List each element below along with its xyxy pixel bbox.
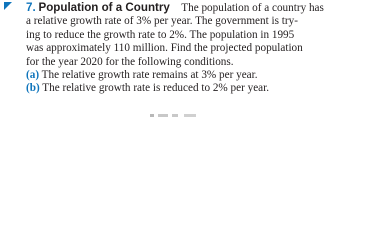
problem-text-line-5: for the year 2020 for the following conditions. — [26, 55, 234, 68]
part-b-text: The relative growth rate is reduced to 2% per year. — [42, 82, 270, 95]
exercise-problem — [11, 1, 381, 96]
problem-part-a — [11, 69, 381, 82]
problem-title: Population of a Country — [38, 1, 170, 14]
problem-part-b — [11, 82, 381, 95]
part-a-text: The relative growth rate remains at 3% per year. — [41, 69, 258, 82]
part-a-label: (a) — [26, 69, 40, 82]
part-b-label: (b) — [26, 82, 40, 95]
problem-number: 7. — [26, 1, 36, 14]
problem-text-line-1: The population of a country has — [181, 2, 324, 14]
cropped-next-line — [150, 112, 210, 117]
problem-text-line-3: ing to reduce the growth rate to 2%. The population in 1995 — [26, 28, 295, 41]
problem-text-line-4: was approximately 110 million. Find the projected population — [26, 42, 303, 55]
textbook-page — [0, 0, 384, 117]
problem-text-line-2: a relative growth rate of 3% per year. The government is try- — [26, 15, 298, 28]
problem-first-line — [11, 1, 381, 15]
